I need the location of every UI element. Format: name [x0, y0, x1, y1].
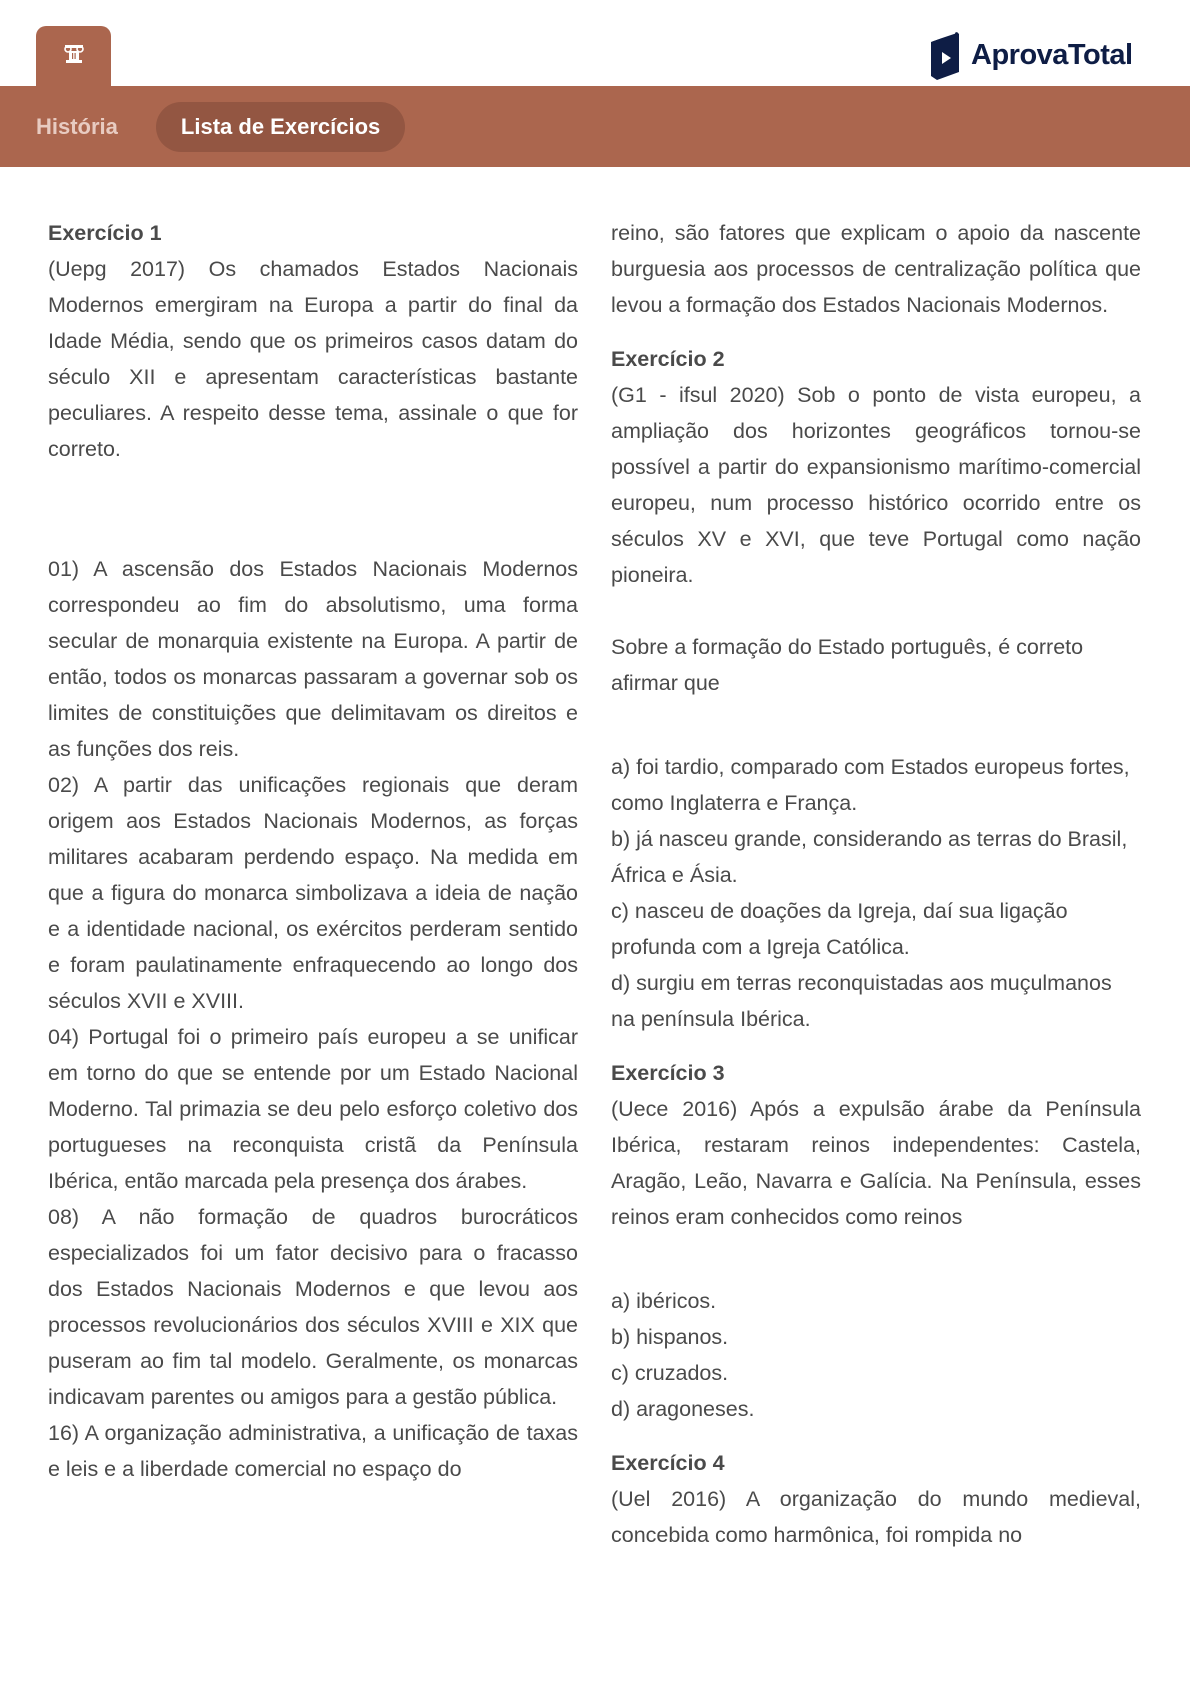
- exercise-option: 01) A ascensão dos Estados Nacionais Modernos correspondeu ao fim do absolutismo, uma forma secular de monarquia existente na Europa. A partir de então, todos os monarcas passaram a governar sob os limites de constituições que delimitavam os direitos e as funções dos reis.: [48, 557, 578, 761]
- exercise-statement: (G1 - ifsul 2020) Sob o ponto de vista europeu, a ampliação dos horizontes geográficos tornou-se possível a partir do expansionismo marítimo-comercial europeu, num processo histórico ocorrido entre os séculos XV e XVI, que teve Portugal como nação pioneira.: [611, 383, 1141, 587]
- book-play-icon: [929, 30, 963, 80]
- exercise-option: 08) A não formação de quadros burocráticos especializados foi um fator decisivo para o fracasso dos Estados Nacionais Modernos e que levou aos processos revolucionários dos séculos XVIII e XIX que puseram ao fim tal modelo. Geralmente, os monarcas indicavam parentes ou amigos para a gestão pública.: [48, 1205, 578, 1409]
- exercise-option-continued: reino, são fatores que explicam o apoio da nascente burguesia aos processos de centralização política que levou a formação dos Estados Nacionais Modernos.: [611, 221, 1141, 317]
- breadcrumb-subject[interactable]: História: [36, 113, 118, 139]
- exercise-title: Exercício 1: [48, 221, 162, 245]
- brand-logo: [929, 30, 1133, 80]
- exercise-option: a) foi tardio, comparado com Estados europeus fortes, como Inglaterra e França.: [611, 755, 1130, 815]
- exercise-option: d) aragoneses.: [611, 1397, 755, 1421]
- exercise-statement: (Uece 2016) Após a expulsão árabe da Península Ibérica, restaram reinos independentes: Castela, Aragão, Leão, Navarra e Galícia. Na Península, esses reinos eram conhecidos como reinos: [611, 1097, 1141, 1229]
- exercise-title: Exercício 4: [611, 1451, 725, 1475]
- header-bar: [0, 86, 1190, 167]
- exercise-statement: (Uepg 2017) Os chamados Estados Nacionais Modernos emergiram na Europa a partir do final da Idade Média, sendo que os primeiros casos datam do século XII e apresentam características bastante peculiares. A respeito desse tema, assinale o que for correto.: [48, 257, 578, 461]
- exercise-option: c) cruzados.: [611, 1361, 729, 1385]
- exercise-option: d) surgiu em terras reconquistadas aos muçulmanos na península Ibérica.: [611, 971, 1112, 1031]
- subject-tab: [36, 26, 111, 86]
- exercise-option: b) hispanos.: [611, 1325, 729, 1349]
- exercise-title: Exercício 2: [611, 347, 725, 371]
- exercise-option: 04) Portugal foi o primeiro país europeu a se unificar em torno do que se entende por um Estado Nacional Moderno. Tal primazia se deu pelo esforço coletivo dos portugueses na reconquista cristã da Península Ibérica, então marcada pela presença dos árabes.: [48, 1025, 578, 1193]
- greek-column-icon: [63, 42, 85, 64]
- breadcrumb-section[interactable]: Lista de Exercícios: [156, 102, 405, 152]
- exercise-title: Exercício 3: [611, 1061, 725, 1085]
- exercise-statement: (Uel 2016) A organização do mundo medieval, concebida como harmônica, foi rompida no: [611, 1487, 1141, 1547]
- right-column: [611, 215, 1141, 1553]
- exercise-option: a) ibéricos.: [611, 1289, 717, 1313]
- exercise-option: 02) A partir das unificações regionais que deram origem aos Estados Nacionais Modernos, as forças militares acabaram perdendo espaço. Na medida em que a figura do monarca simbolizava a ideia de nação e a identidade nacional, os exércitos perderam sentido e foram paulatinamente enfraquecendo ao longo dos séculos XVII e XVIII.: [48, 773, 578, 1013]
- exercise-option: c) nasceu de doações da Igreja, daí sua ligação profunda com a Igreja Católica.: [611, 899, 1068, 959]
- brand-name: AprovaTotal: [971, 38, 1133, 71]
- exercise-option: 16) A organização administrativa, a unificação de taxas e leis e a liberdade comercial no espaço do: [48, 1421, 578, 1481]
- left-column: [48, 215, 578, 1487]
- exercise-option: b) já nasceu grande, considerando as terras do Brasil, África e Ásia.: [611, 827, 1128, 887]
- exercise-question: Sobre a formação do Estado português, é correto afirmar que: [611, 635, 1084, 695]
